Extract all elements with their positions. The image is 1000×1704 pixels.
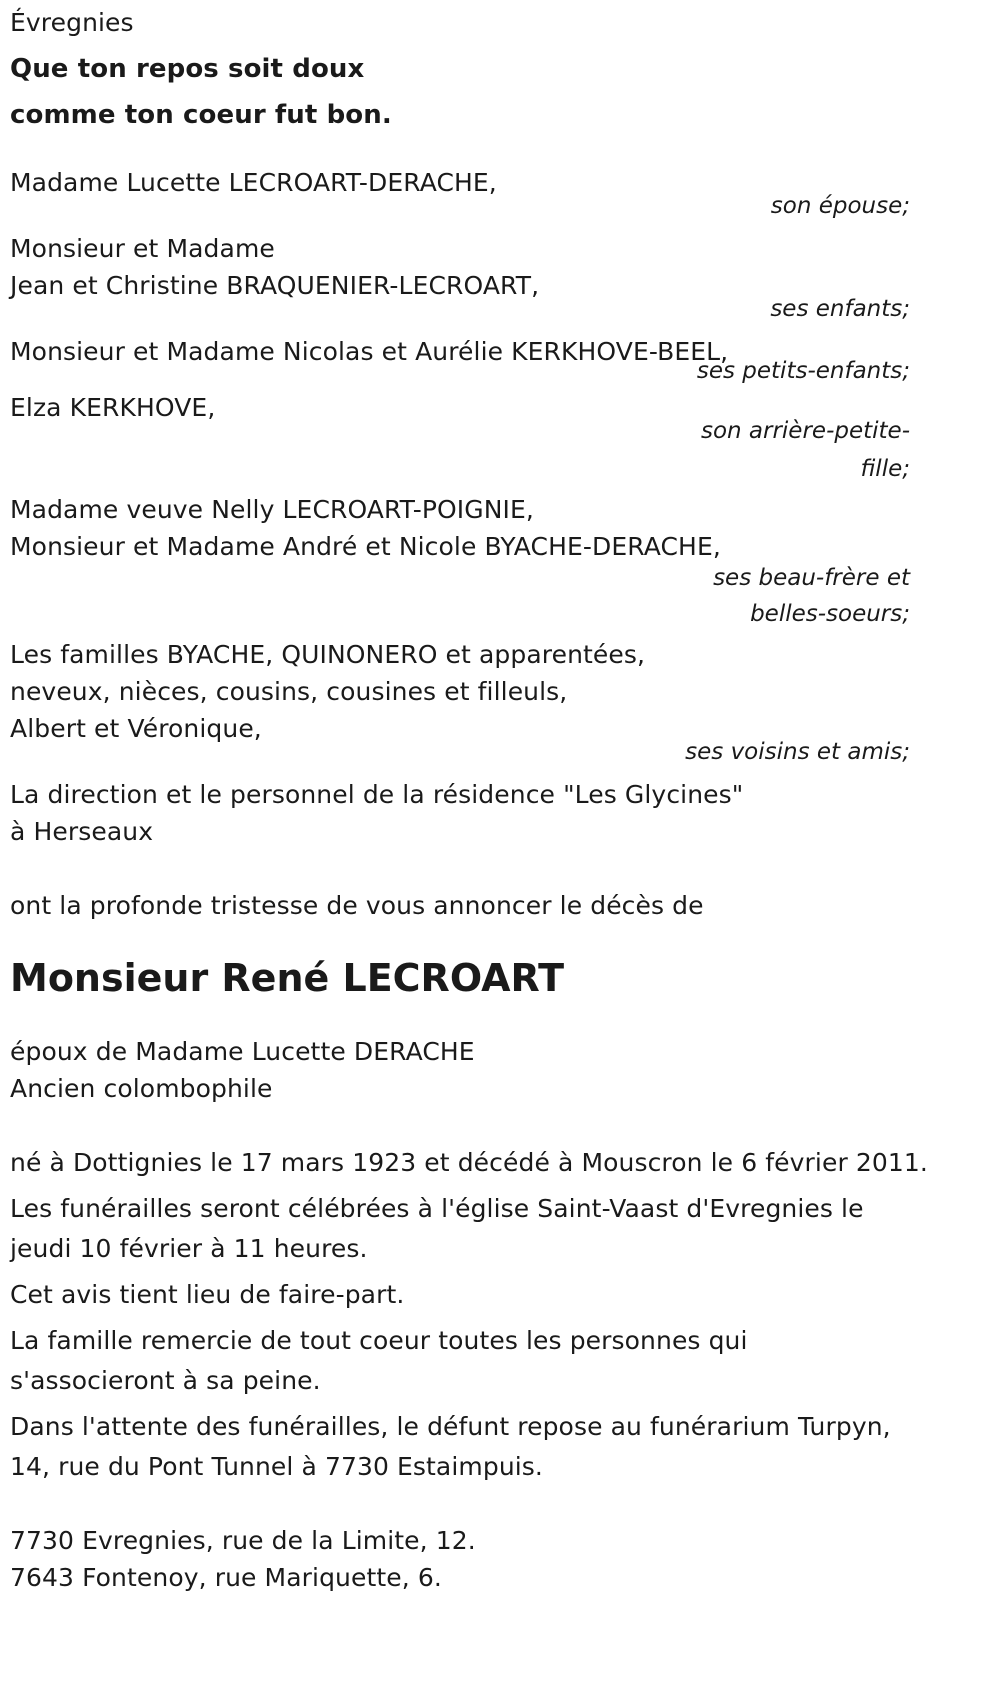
repose-text: Dans l'attente des funérailles, le défunt repose au funérarium Turpyn, 14, rue du Pont Tunnel à 7730 Estaimpuis.: [10, 1412, 891, 1481]
obituary-notice: [10, 0, 928, 1598]
residence-line-2: à Herseaux: [10, 817, 154, 846]
quote-line-1: Que ton repos soit doux: [10, 54, 365, 84]
grandchildren-name: Monsieur et Madame Nicolas et Aurélie KERKHOVE-BEEL,: [10, 337, 729, 366]
deceased-detail-2: Ancien colombophile: [10, 1074, 273, 1103]
address-2: 7643 Fontenoy, rue Mariquette, 6.: [10, 1563, 442, 1592]
children-line-2: Jean et Christine BRAQUENIER-LECROART,: [10, 271, 540, 300]
others-line-3: Albert et Véronique,: [10, 714, 262, 743]
children-role: ses enfants;: [770, 296, 910, 322]
spouse-role: son épouse;: [770, 193, 910, 219]
place-name: Évregnies: [10, 8, 134, 37]
great-grandchild-role-1: son arrière-petite-: [700, 418, 910, 444]
inlaws-role-1: ses beau-frère et: [713, 565, 910, 591]
thanks-text: La famille remercie de tout coeur toutes les personnes qui s'associeront à sa peine.: [10, 1326, 748, 1395]
deceased-name: Monsieur René LECROART: [10, 956, 564, 1000]
spouse-name: Madame Lucette LECROART-DERACHE,: [10, 168, 497, 197]
inlaws-role-2: belles-soeurs;: [750, 601, 910, 627]
grandchildren-role: ses petits-enfants;: [696, 358, 910, 384]
inlaws-line-1: Madame veuve Nelly LECROART-POIGNIE,: [10, 495, 534, 524]
others-line-1: Les familles BYACHE, QUINONERO et apparentées,: [10, 640, 646, 669]
residence-line-1: La direction et le personnel de la résidence "Les Glycines": [10, 780, 744, 809]
great-grandchild-role-2: fille;: [860, 456, 910, 482]
address-1: 7730 Evregnies, rue de la Limite, 12.: [10, 1526, 476, 1555]
birth-death-dates: né à Dottignies le 17 mars 1923 et décédé à Mouscron le 6 février 2011.: [10, 1148, 928, 1177]
others-line-2: neveux, nièces, cousins, cousines et filleuls,: [10, 677, 568, 706]
announcement-intro: ont la profonde tristesse de vous annoncer le décès de: [10, 891, 704, 920]
children-line-1: Monsieur et Madame: [10, 234, 275, 263]
quote-line-2: comme ton coeur fut bon.: [10, 100, 392, 130]
others-role: ses voisins et amis;: [685, 739, 910, 765]
notice-text: Cet avis tient lieu de faire-part.: [10, 1280, 405, 1309]
inlaws-line-2: Monsieur et Madame André et Nicole BYACHE-DERACHE,: [10, 532, 721, 561]
funeral-details: Les funérailles seront célébrées à l'église Saint-Vaast d'Evregnies le jeudi 10 février à 11 heures.: [10, 1194, 864, 1263]
great-grandchild-name: Elza KERKHOVE,: [10, 393, 216, 422]
deceased-detail-1: époux de Madame Lucette DERACHE: [10, 1037, 475, 1066]
